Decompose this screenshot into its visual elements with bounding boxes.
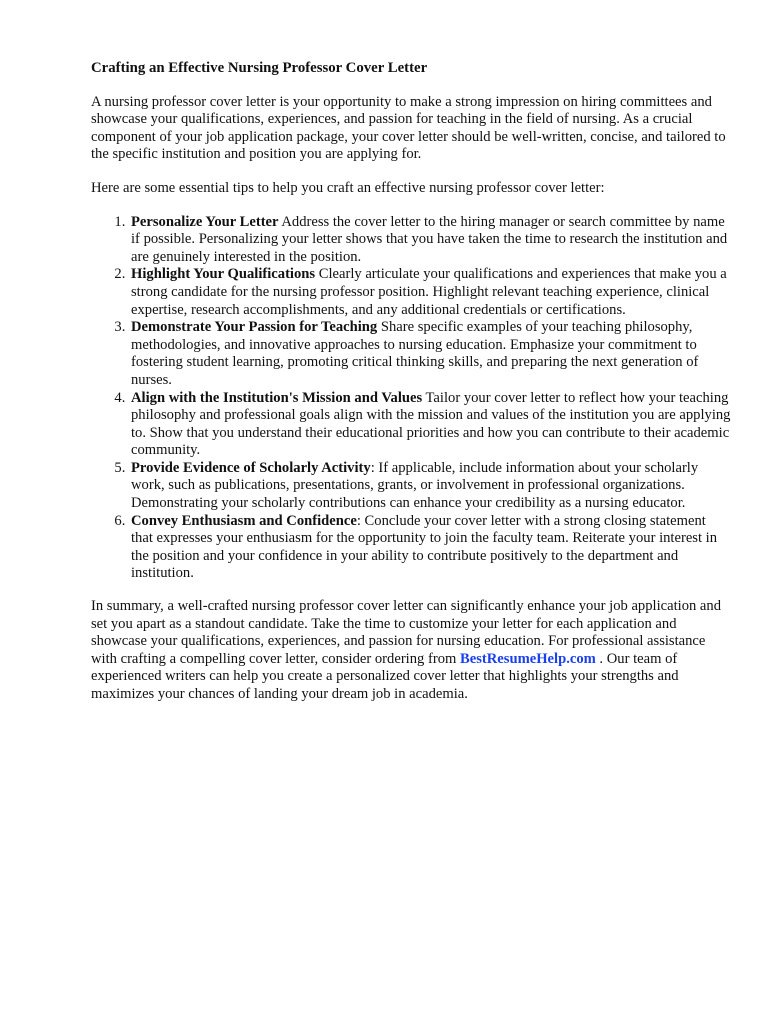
tip-item-enthusiasm — [129, 513, 731, 583]
tip-text: Tailor your cover letter to reflect how your teaching philosophy and professional goals align with the mission and values of the institution you are applying to. Show that you understand their educational priorities and how you can contribute to their academic community. — [131, 389, 731, 459]
tip-heading: Provide Evidence of Scholarly Activity — [131, 459, 371, 476]
tip-item-mission — [129, 390, 731, 460]
tip-text: Clearly articulate your qualifications and experiences that make you a strong candidate for the nursing professor position. Highlight relevant teaching experience, clinical expertise, research accomplishments, and any additional credentials or certifications. — [131, 266, 727, 318]
summary-text-end: . Our team of experienced writers can help you create a personalized cover letter that highlights your strengths and maximizes your chances of landing your dream job in academia. — [91, 650, 679, 702]
tip-heading: Convey Enthusiasm and Confidence — [131, 512, 357, 529]
tip-heading: Align with the Institution's Mission and Values — [131, 389, 423, 406]
tip-heading: Highlight Your Qualifications — [131, 266, 316, 283]
tip-text: Address the cover letter to the hiring manager or search committee by name if possible. Personalizing your letter shows that you have taken the time to research the institution and are genuinely interested in the position. — [131, 213, 728, 265]
tip-heading: Demonstrate Your Passion for Teaching — [131, 319, 378, 336]
tip-item-scholarly — [129, 460, 731, 513]
tip-item-passion — [129, 319, 731, 389]
tip-heading: Personalize Your Letter — [131, 213, 279, 230]
tip-text: Share specific examples of your teaching philosophy, methodologies, and innovative approaches to nursing education. Emphasize your commitment to fostering student learning, promoting critical thinking skills, and preparing the next generation of nurses. — [131, 319, 699, 388]
tips-list — [91, 214, 731, 583]
summary-paragraph — [91, 598, 731, 704]
document-title: Crafting an Effective Nursing Professor Cover Letter — [91, 60, 428, 76]
summary-text: In summary, a well-crafted nursing professor cover letter can significantly enhance your job application and set you apart as a standout candidate. Take the time to customize your letter for each application and showcase your qualifications, experiences, and passion for nursing education. For professional assistance with crafting a compelling cover letter, consider ordering from — [91, 598, 722, 667]
tip-text: : Conclude your cover letter with a strong closing statement that expresses your enthusiasm for the opportunity to join the faculty team. Reiterate your interest in the position and your confidence in your ability to contribute positively to the department and institution. — [131, 512, 718, 582]
tips-intro-paragraph: Here are some essential tips to help you craft an effective nursing professor cover letter: — [91, 179, 605, 196]
document-page — [91, 60, 731, 720]
tip-item-qualifications — [129, 266, 731, 319]
tip-text: : If applicable, include information about your scholarly work, such as publications, presentations, grants, or involvement in professional organizations. Demonstrating your scholarly contributions can enhance your credibility as a nursing educator. — [131, 459, 699, 512]
intro-paragraph: A nursing professor cover letter is your opportunity to make a strong impression on hiring committees and showcase your qualifications, experiences, and passion for teaching in the field of nursing. As a crucial component of your job application package, your cover letter should be well-written, concise, and tailored to the specific institution and position you are applying for. — [91, 93, 726, 163]
best-resume-help-link[interactable]: BestResumeHelp.com — [460, 650, 596, 667]
tip-item-personalize — [129, 214, 731, 267]
